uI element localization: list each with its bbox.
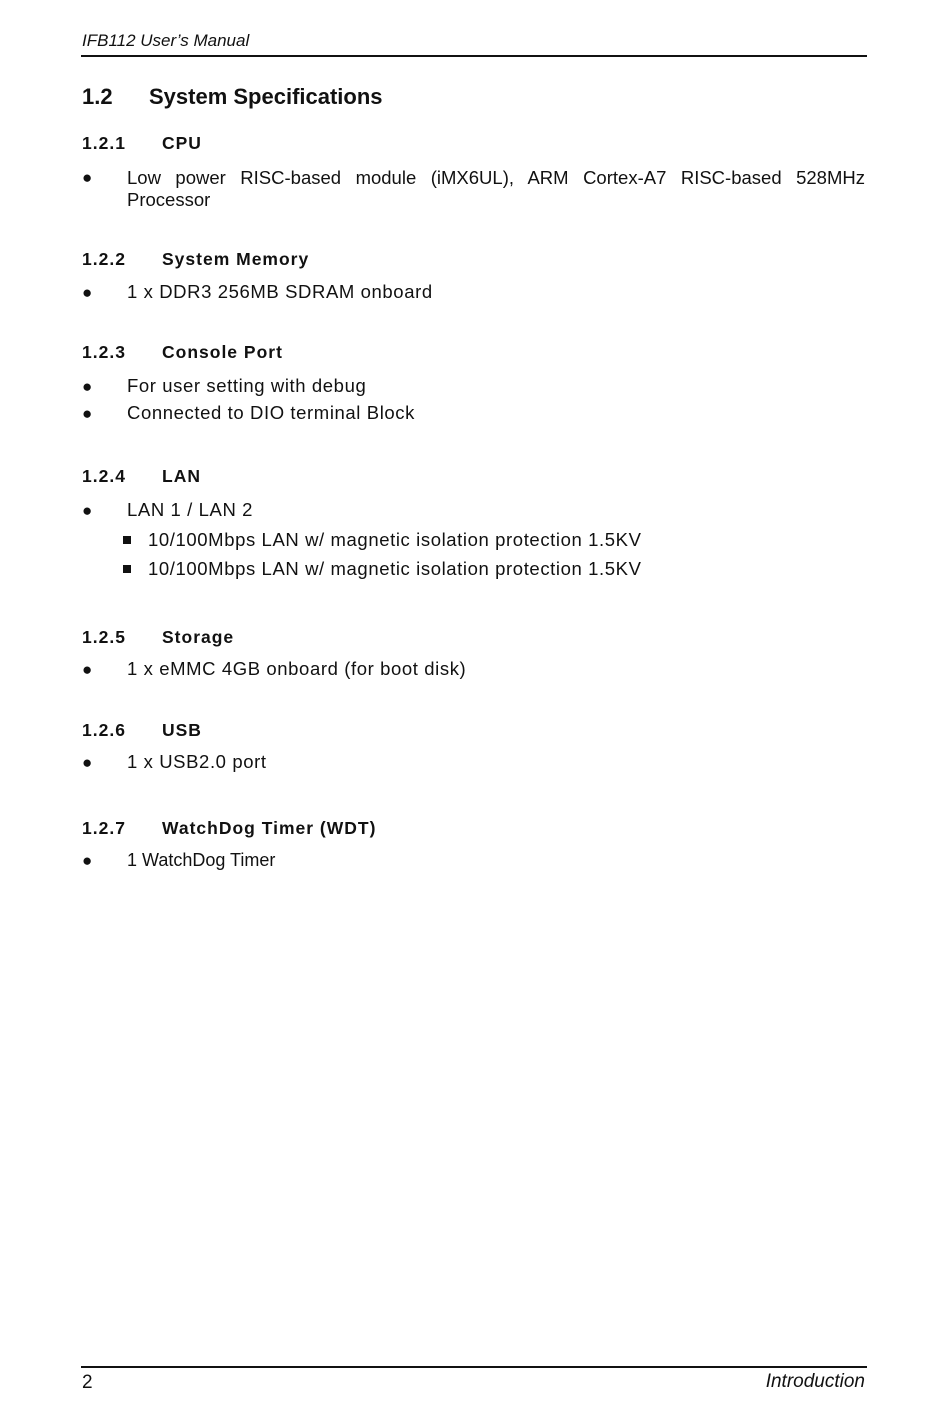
chapter-title: Introduction [765,1371,865,1392]
subsection-heading-memory: 1.2.2 System Memory [82,249,310,269]
bullet-icon: ● [82,168,93,187]
bullet-icon: ● [82,851,93,870]
bullet-icon: ● [82,283,93,302]
subsection-heading-lan: 1.2.4 LAN [82,466,201,486]
bullet-icon: ● [82,404,93,423]
bullet-icon: ● [82,660,93,679]
subsection-heading-cpu: 1.2.1 CPU [82,133,202,153]
section-number: 1.2 [82,84,113,109]
list-item: Connected to DIO terminal Block [127,402,415,423]
subsection-heading-storage: 1.2.5 Storage [82,627,235,647]
list-item: 1 x eMMC 4GB onboard (for boot disk) [127,658,467,679]
square-bullet-icon [123,565,131,573]
subsection-heading-wdt: 1.2.7 WatchDog Timer (WDT) [82,818,377,838]
list-item: 1 x USB2.0 port [127,751,267,772]
bullet-icon: ● [82,501,93,520]
running-header: IFB112 User’s Manual [82,31,250,50]
sub-list-item: 10/100Mbps LAN w/ magnetic isolation protection 1.5KV [148,529,642,550]
list-item: 1 WatchDog Timer [127,850,276,870]
list-item: Low power RISC-based module (iMX6UL), ARM Cortex-A7 RISC-based 528MHz [127,167,865,188]
subsection-heading-console: 1.2.3 Console Port [82,342,283,362]
header-rule [81,55,867,57]
list-item-continuation: Processor [127,189,211,210]
page-number: 2 [82,1372,93,1393]
bullet-icon: ● [82,377,93,396]
footer-rule [81,1366,867,1368]
sub-list-item: 10/100Mbps LAN w/ magnetic isolation protection 1.5KV [148,558,642,579]
section-title: System Specifications [149,84,383,109]
list-item: 1 x DDR3 256MB SDRAM onboard [127,281,433,302]
subsection-heading-usb: 1.2.6 USB [82,720,202,740]
section-heading [82,84,383,110]
bullet-icon: ● [82,753,93,772]
list-item: For user setting with debug [127,375,367,396]
list-item: LAN 1 / LAN 2 [127,499,254,520]
square-bullet-icon [123,536,131,544]
